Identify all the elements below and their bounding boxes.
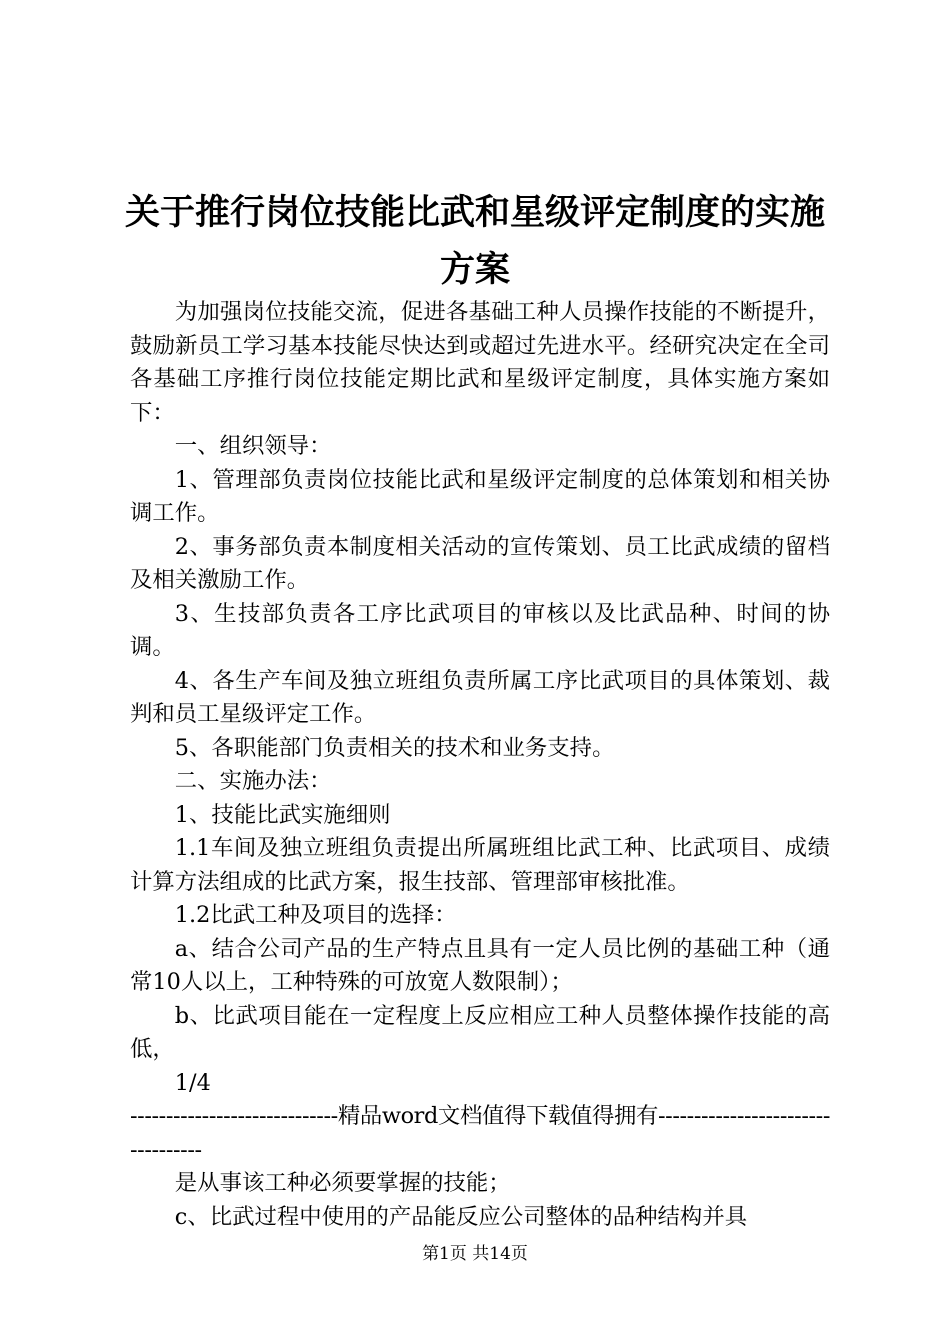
clause-a: a、结合公司产品的生产特点且具有一定人员比例的基础工种（通常10人以上，工种特殊的可放宽人数限制）； <box>130 935 830 995</box>
document-title-line-1: 关于推行岗位技能比武和星级评定制度的实施 <box>124 193 825 233</box>
clause-c: c、比武过程中使用的产品能反应公司整体的品种结构并具 <box>174 1203 748 1230</box>
list-item-3: 3、生技部负责各工序比武项目的审核以及比武品种、时间的协调。 <box>130 600 830 660</box>
list-item-5: 5、各职能部门负责相关的技术和业务支持。 <box>174 734 615 761</box>
clause-b: b、比武项目能在一定程度上反应相应工种人员整体操作技能的高低， <box>130 1002 830 1062</box>
list-item-1: 1、管理部负责岗位技能比武和星级评定制度的总体策划和相关协调工作。 <box>130 466 830 526</box>
clause-1-2: 1.2比武工种及项目的选择： <box>174 902 457 928</box>
list-item-4: 4、各生产车间及独立班组负责所属工序比武项目的具体策划、裁判和员工星级评定工作。 <box>130 667 830 727</box>
section-heading-organization: 一、组织领导： <box>174 433 332 459</box>
document-body <box>130 296 830 1234</box>
section-heading-implementation: 二、实施办法： <box>174 768 332 794</box>
intro-paragraph: 为加强岗位技能交流，促进各基础工种人员操作技能的不断提升，鼓励新员工学习基本技能尽快达到或超过先进水平。经研究决定在全司各基础工序推行岗位技能定期比武和星级评定制度，具体实施方案如下： <box>130 299 830 426</box>
clause-1-1: 1.1车间及独立班组负责提出所属班组比武工种、比武项目、成绩计算方法组成的比武方案，报生技部、管理部审核批准。 <box>130 835 830 895</box>
subsection-heading-competition-rules: 1、技能比武实施细则 <box>174 801 391 828</box>
watermark-divider: -----------------------------精品word文档值得下载值得拥有---------------------------------- <box>130 1103 830 1163</box>
page-marker: 1/4 <box>174 1069 211 1096</box>
document-title-line-2: 方案 <box>439 250 510 290</box>
page-footer: 第1页 共14页 <box>422 1244 528 1264</box>
clause-b-continued: 是从事该工种必须要掌握的技能； <box>174 1170 511 1196</box>
list-item-2: 2、事务部负责本制度相关活动的宣传策划、员工比武成绩的留档及相关激励工作。 <box>130 533 830 593</box>
